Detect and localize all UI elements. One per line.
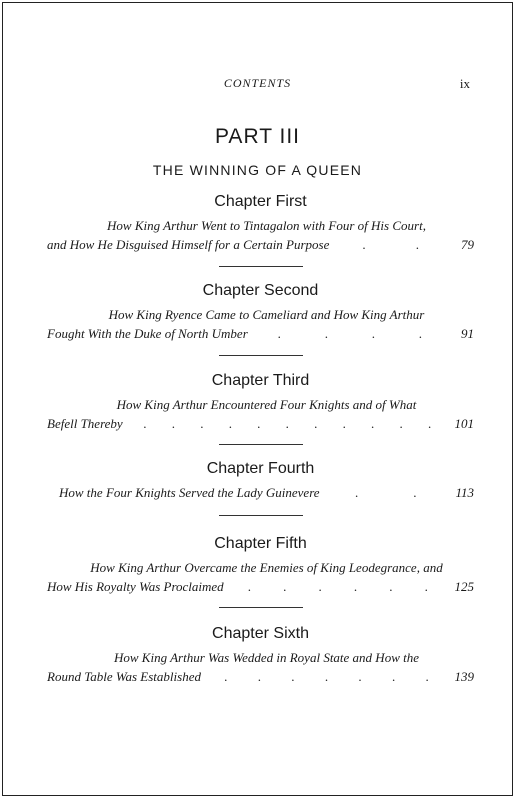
book-page xyxy=(2,2,513,796)
description-line-with-page xyxy=(47,235,474,254)
chapter-description xyxy=(47,558,474,596)
chapter-entry-fourth xyxy=(47,458,474,502)
description-text: Fought With the Duke of North Umber xyxy=(47,326,248,341)
description-line-with-page xyxy=(47,667,474,686)
section-divider xyxy=(219,607,303,608)
chapter-description xyxy=(47,216,474,254)
chapter-heading: Chapter Fourth xyxy=(206,460,315,477)
page-number: 79 xyxy=(461,237,474,252)
running-head xyxy=(3,76,512,92)
description-line-with-page xyxy=(47,577,474,596)
chapter-heading: Chapter Fifth xyxy=(214,535,307,552)
page-number: 125 xyxy=(454,579,474,594)
description-line: How King Arthur Went to Tintagalon with Four of His Court, xyxy=(107,218,426,233)
chapter-description xyxy=(47,305,474,343)
section-divider xyxy=(219,266,303,267)
page-number: 139 xyxy=(454,669,474,684)
description-line-with-page xyxy=(47,483,474,502)
chapter-entry-second xyxy=(47,280,474,343)
dot-leaders: . . . . . . xyxy=(247,579,428,594)
description-line: How King Ryence Came to Cameliard and How King Arthur xyxy=(108,307,425,322)
chapter-heading: Chapter Sixth xyxy=(212,625,309,642)
description-text: and How He Disguised Himself for a Certain Purpose xyxy=(47,237,330,252)
chapter-description xyxy=(47,648,474,686)
dot-leaders: . . . . xyxy=(277,326,423,341)
chapter-heading: Chapter First xyxy=(214,193,307,210)
page-number: 91 xyxy=(461,326,474,341)
chapter-entry-fifth xyxy=(47,533,474,596)
chapter-description xyxy=(47,395,474,433)
chapter-heading: Chapter Second xyxy=(202,282,319,299)
page-folio: ix xyxy=(459,76,470,91)
dot-leaders: . . xyxy=(362,237,419,252)
chapter-entry-first xyxy=(47,191,474,254)
page-number: 101 xyxy=(454,416,474,431)
part-title: PART III xyxy=(214,125,301,148)
part-subtitle: THE WINNING OF A QUEEN xyxy=(152,162,363,178)
dot-leaders: . . . . . . . . . . . xyxy=(143,416,432,431)
section-divider xyxy=(219,515,303,516)
description-text: How the Four Knights Served the Lady Guinevere xyxy=(59,485,320,500)
description-line: How King Arthur Overcame the Enemies of King Leodegrance, and xyxy=(90,560,443,575)
dot-leaders: . . xyxy=(355,485,417,500)
description-text: Round Table Was Established xyxy=(47,669,201,684)
section-divider xyxy=(219,355,303,356)
chapter-entry-third xyxy=(47,370,474,433)
description-line-with-page xyxy=(47,324,474,343)
description-text: How His Royalty Was Proclaimed xyxy=(47,579,224,594)
running-title: CONTENTS xyxy=(223,76,292,90)
section-divider xyxy=(219,444,303,445)
description-line: How King Arthur Was Wedded in Royal State and How the xyxy=(113,650,420,665)
dot-leaders: . . . . . . . xyxy=(224,669,429,684)
description-line: How King Arthur Encountered Four Knights and of What xyxy=(116,397,417,412)
description-line-with-page xyxy=(47,414,474,433)
description-text: Befell Thereby xyxy=(47,416,123,431)
chapter-heading: Chapter Third xyxy=(211,372,310,389)
chapter-entry-sixth xyxy=(47,623,474,686)
page-number: 113 xyxy=(455,485,474,500)
chapter-description xyxy=(47,483,474,502)
